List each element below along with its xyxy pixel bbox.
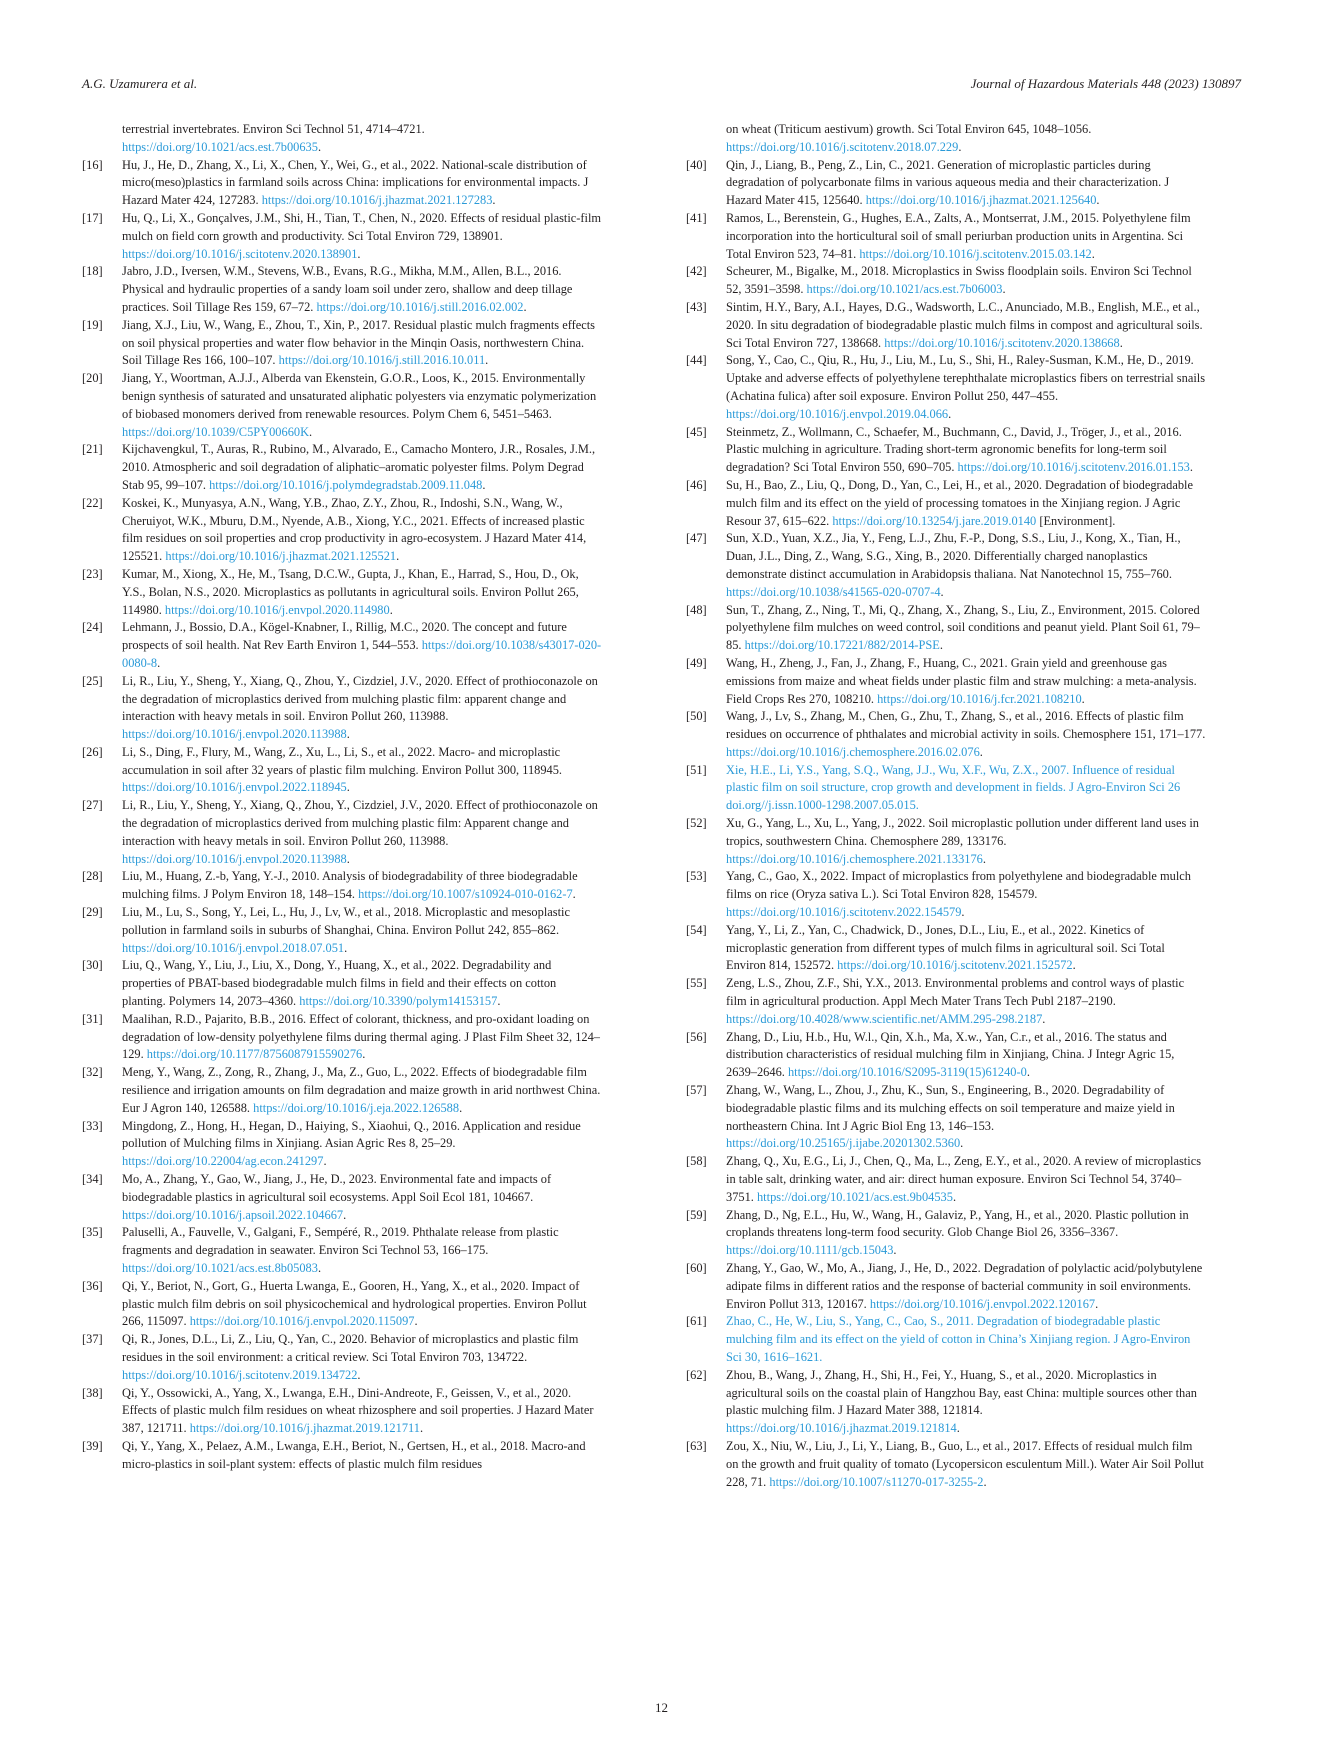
reference-entry: [82, 1118, 602, 1171]
reference-text: Hu, J., He, D., Zhang, X., Li, X., Chen, Y., Wei, G., et al., 2022. National-scale distribution of micro(meso)plastics in farmland soils across China: implications for environmental impacts. J Hazard Mater 424, 127283.: [122, 157, 589, 208]
reference-number: [20]: [82, 371, 103, 386]
reference-entry: [686, 530, 1206, 601]
reference-suffix: .: [939, 638, 943, 653]
reference-number: [35]: [82, 1225, 103, 1240]
reference-number: [53]: [686, 869, 707, 884]
doi-link[interactable]: https://doi.org/10.1039/C5PY00660K: [122, 424, 310, 439]
reference-text: Paluselli, A., Fauvelle, V., Galgani, F., Sempéré, R., 2019. Phthalate release from plastic fragments and degradation in seawater. Environ Sci Technol 53, 166–175.: [122, 1225, 559, 1258]
reference-text: Xie, H.E., Li, Y.S., Yang, S.Q., Wang, J.J., Wu, X.F., Wu, Z.X., 2007. Influence of residual plastic film on soil structure, crop growth and development in fields. J Agro-Environ Sci 26 doi.org//j.issn.1000-1298.2007.05.015.: [726, 762, 1181, 813]
doi-link[interactable]: https://doi.org/10.1007/s10924-010-0162-7: [358, 887, 573, 902]
reference-suffix: .: [157, 655, 161, 670]
doi-link[interactable]: https://doi.org/10.17221/882/2014-PSE: [744, 638, 940, 653]
reference-entry: [82, 121, 602, 157]
reference-entry: [686, 602, 1206, 655]
reference-entry: [686, 157, 1206, 210]
reference-suffix: [Environment].: [1036, 513, 1116, 528]
reference-suffix: .: [893, 1243, 897, 1258]
reference-suffix: .: [982, 851, 986, 866]
reference-entry: [82, 210, 602, 263]
doi-link[interactable]: https://doi.org/10.1016/j.jhazmat.2021.125521: [165, 549, 397, 564]
reference-entry: [82, 1224, 602, 1277]
reference-text: Mingdong, Z., Hong, H., Hegan, D., Haiying, S., Xiaohui, Q., 2016. Application and residue pollution of Mulching films in Xinjiang. Asian Agric Res 8, 25–29.: [122, 1118, 581, 1151]
page-number: 12: [655, 1700, 668, 1715]
reference-text: Lehmann, J., Bossio, D.A., Kögel-Knabner, I., Rillig, M.C., 2020. The concept and future prospects of soil health. Nat Rev Earth Environ 1, 544–553.: [122, 620, 567, 653]
reference-number: [33]: [82, 1118, 103, 1133]
reference-number: [25]: [82, 673, 103, 688]
reference-entry: [82, 157, 602, 210]
reference-suffix: .: [1042, 1011, 1046, 1026]
reference-number: [28]: [82, 869, 103, 884]
reference-text: Yang, C., Gao, X., 2022. Impact of microplastics from polyethylene and biodegradable mulch films on rice (Oryza sativa L.). Sci Total Environ 828, 154579.: [726, 869, 1192, 902]
reference-entry: [82, 904, 602, 957]
reference-number: [37]: [82, 1332, 103, 1347]
reference-text: Zhang, D., Liu, H.b., Hu, W.l., Qin, X.h., Ma, X.w., Yan, C.r., et al., 2016. The status and distribution characteristics of residual mulching film in Xinjiang, China. J Integr Agric 15, 2639–2646.: [726, 1029, 1175, 1080]
doi-link[interactable]: https://doi.org/10.1016/j.scitotenv.2019.134722: [122, 1367, 358, 1382]
reference-suffix: .: [1002, 282, 1006, 297]
doi-link[interactable]: https://doi.org/10.1016/j.scitotenv.2016.01.153: [957, 460, 1190, 475]
reference-text: Qi, R., Jones, D.L., Li, Z., Liu, Q., Yan, C., 2020. Behavior of microplastics and plastic film residues in the soil environment: a critical review. Sci Total Environ 703, 134722.: [122, 1332, 579, 1364]
doi-link[interactable]: https://doi.org/10.1016/j.scitotenv.2015.03.142: [859, 246, 1092, 261]
reference-suffix: .: [357, 1367, 361, 1382]
reference-number: [29]: [82, 905, 103, 920]
reference-suffix: .: [572, 887, 576, 902]
reference-suffix: .: [317, 1261, 322, 1275]
reference-entry: [82, 495, 602, 566]
doi-link[interactable]: https://doi.org/10.1016/j.envpol.2019.04.066: [726, 406, 949, 421]
reference-entry: [686, 477, 1206, 530]
reference-entry: [686, 299, 1206, 352]
running-head-authors: A.G. Uzamurera et al.: [82, 76, 198, 91]
doi-link[interactable]: https://doi.org/10.1038/s43017-020-0080-8: [122, 638, 602, 670]
reference-number: [38]: [82, 1385, 103, 1400]
reference-text: Ramos, L., Berenstein, G., Hughes, E.A., Zalts, A., Montserrat, J.M., 2015. Polyethylene film incorporation into the horticultural soil of small periurban production units in Argentina. Sci Total Environ 523, 74–81.: [726, 210, 1191, 261]
reference-number: [56]: [686, 1029, 707, 1044]
reference-suffix: .: [346, 851, 350, 866]
reference-text: Steinmetz, Z., Wollmann, C., Schaefer, M., Buchmann, C., David, J., Tröger, J., et al., 2016. Plastic mulching in agriculture. Trading short-term agronomic benefits for long-term soil degradation? Sci Total Environ 550, 690–705.: [726, 424, 1182, 475]
reference-suffix: .: [357, 246, 361, 261]
reference-suffix: .: [485, 353, 489, 368]
reference-entry: [686, 868, 1206, 921]
reference-suffix: .: [960, 1136, 964, 1151]
reference-text: Sintim, H.Y., Bary, A.I., Hayes, D.G., Wadsworth, L.C., Anunciado, M.B., English, M.E., et al., 2020. In situ degradation of biodegradable plastic mulch films in compost and agricultural soils. Sci Total Environ 727, 138668.: [726, 299, 1203, 350]
reference-entry: [686, 352, 1206, 423]
reference-entry: [82, 263, 602, 316]
reference-text: Jabro, J.D., Iversen, W.M., Stevens, W.B., Evans, R.G., Mikha, M.M., Allen, B.L., 2016. Physical and hydraulic properties of a sandy loam soil under zero, shallow and deep tillage practices. Soil Tillage Res 159, 67–72.: [122, 264, 573, 314]
reference-text: Kijchavengkul, T., Auras, R., Rubino, M., Alvarado, E., Camacho Montero, J.R., Rosales, J.M., 2010. Atmospheric and soil degradation of aliphatic–aromatic polyester films. Polym Degrad Stab 95, 99–107.: [122, 442, 596, 492]
reference-text: Wang, H., Zheng, J., Fan, J., Zhang, F., Huang, C., 2021. Grain yield and greenhouse gas emissions from maize and wheat fields under plastic film and straw mulching: a meta-analysis. Field Crops Res 270, 108210.: [726, 655, 1197, 706]
reference-text: Zeng, L.S., Zhou, Z.F., Shi, Y.X., 2013. Environmental problems and control ways of plastic film in agricultural production. Appl Mech Mater Trans Tech Publ 2187–2190.: [726, 976, 1185, 1009]
reference-text: Sun, X.D., Yuan, X.Z., Jia, Y., Feng, L.J., Zhu, F.-P., Dong, S.S., Liu, J., Kong, X., Tian, H., Duan, J.L., Ding, Z., Wang, S.G., Xing, B., 2020. Differentially charged nanoplastics demonstrate distinct accumulation in Arabidopsis thaliana. Nat Nanotechnol 15, 755–760.: [726, 531, 1181, 581]
reference-text: Zhou, B., Wang, J., Zhang, H., Shi, H., Fei, Y., Huang, S., et al., 2020. Microplastics in agricultural soils on the coastal plain of Hangzhou Bay, east China: multiple sources other than plastic mulching film. J Hazard Mater 388, 121814.: [726, 1367, 1197, 1418]
reference-entry: [82, 744, 602, 797]
reference-entry: [686, 708, 1206, 761]
reference-text: Wang, J., Lv, S., Zhang, M., Chen, G., Zhu, T., Zhang, S., et al., 2016. Effects of plastic film residues on occurrence of phthalates and microbial activity in soils. Chemosphere 151, 171–177.: [726, 709, 1206, 742]
reference-number: [26]: [82, 744, 103, 759]
reference-suffix: .: [323, 1154, 327, 1169]
doi-link[interactable]: https://doi.org/10.1016/S2095-3119(15)61240-0: [787, 1065, 1027, 1080]
reference-number: [50]: [686, 709, 707, 724]
doi-link[interactable]: https://doi.org/10.1016/j.envpol.2020.115097: [189, 1314, 415, 1329]
reference-entry: [686, 263, 1206, 299]
reference-entry[interactable]: [686, 762, 1206, 815]
reference-text: Li, R., Liu, Y., Sheng, Y., Xiang, Q., Zhou, Y., Cizdziel, J.V., 2020. Effect of prothioconazole on the degradation of microplastics derived from mulching plastic film: apparent change and interaction with heavy metals in soil. Environ Pollut 260, 113988.: [122, 673, 598, 724]
reference-suffix: .: [1072, 958, 1076, 973]
reference-number: [55]: [686, 976, 707, 991]
reference-suffix: .: [396, 549, 400, 564]
doi-link[interactable]: https://doi.org/10.3390/polym14153157: [299, 994, 498, 1009]
reference-entry: [82, 1171, 602, 1224]
reference-number: [48]: [686, 602, 707, 617]
reference-text: Jiang, Y., Woortman, A.J.J., Alberda van Ekenstein, G.O.R., Loos, K., 2015. Environmentally benign synthesis of saturated and unsaturated aliphatic polyesters via enzymatic polymerization of biobased monomers derived from renewable resources. Polym Chem 6, 5451–5463.: [122, 371, 597, 421]
doi-link[interactable]: https://doi.org/10.1016/j.polymdegradstab.2009.11.048: [209, 477, 483, 492]
reference-suffix: .: [1119, 335, 1123, 350]
reference-text: Meng, Y., Wang, Z., Zong, R., Zhang, J., Ma, Z., Guo, L., 2022. Effects of biodegradable film resilience and irrigation amounts on film degradation and maize growth in arid northwest China. Eur J Agron 140, 126588.: [122, 1065, 601, 1115]
doi-link[interactable]: https://doi.org/10.22004/ag.econ.241297: [122, 1154, 324, 1169]
reference-number: [19]: [82, 317, 103, 332]
reference-text: Li, R., Liu, Y., Sheng, Y., Xiang, Q., Zhou, Y., Cizdziel, J.V., 2020. Effect of prothioconazole on the degradation of microplastics derived from mulching plastic film: Apparent change and interaction with heavy metals in soil. Environ Pollut 260, 113988.: [122, 798, 598, 848]
reference-entry: [82, 1385, 602, 1438]
doi-link[interactable]: https://doi.org/10.1016/j.envpol.2018.07.051: [122, 940, 345, 955]
doi-link[interactable]: https://doi.org/10.1016/j.jhazmat.2021.125640: [865, 193, 1097, 208]
reference-number: [16]: [82, 157, 103, 172]
reference-text: Song, Y., Cao, C., Qiu, R., Hu, J., Liu, M., Lu, S., Shi, H., Raley-Susman, K.M., He, D., 2019. Uptake and adverse effects of polyethylene terephthalate microplastics fibers on terrestrial snails (Achatina fulica) after soil exposure. Environ Pollut 250, 447–455.: [726, 353, 1206, 403]
reference-number: [46]: [686, 477, 707, 492]
reference-suffix: .: [948, 406, 952, 421]
doi-link[interactable]: https://doi.org/10.13254/j.jare.2019.0140: [832, 513, 1037, 528]
doi-link[interactable]: https://doi.org/10.1016/j.apsoil.2022.104667: [122, 1207, 344, 1222]
doi-link[interactable]: https://doi.org/10.1016/j.scitotenv.2018.07.229: [726, 139, 959, 154]
reference-text: Zhang, Q., Xu, E.G., Li, J., Chen, Q., Ma, L., Zeng, E.Y., et al., 2020. A review of microplastics in table salt, drinking water, and air: direct human exposure. Environ Sci Technol 54, 3740–3751.: [726, 1154, 1202, 1204]
reference-number: [63]: [686, 1438, 707, 1453]
doi-link[interactable]: https://doi.org/10.1016/j.jhazmat.2019.121711: [189, 1421, 420, 1436]
reference-suffix: .: [983, 1474, 987, 1489]
reference-entry: [82, 441, 602, 494]
reference-suffix: .: [961, 905, 965, 920]
reference-number: [60]: [686, 1261, 707, 1275]
reference-number: [32]: [82, 1065, 103, 1080]
reference-text: Liu, M., Lu, S., Song, Y., Lei, L., Hu, J., Lv, W., et al., 2018. Microplastic and mesoplastic pollution in farmland soils in suburbs of Shanghai, China. Environ Pollut 242, 855–862.: [122, 905, 570, 937]
reference-suffix: .: [317, 139, 322, 154]
doi-link[interactable]: https://doi.org/10.1016/j.still.2016.02.002: [316, 299, 524, 314]
reference-number: [43]: [686, 299, 707, 314]
doi-link[interactable]: https://doi.org/10.1016/j.scitotenv.2020.138901: [122, 246, 358, 261]
doi-link[interactable]: https://doi.org/10.1016/j.chemosphere.2021.133176: [726, 851, 983, 866]
doi-link[interactable]: https://doi.org/10.1016/j.envpol.2022.120167: [869, 1296, 1096, 1311]
doi-link[interactable]: https://doi.org/10.1111/gcb.15043: [726, 1243, 894, 1258]
reference-text: Liu, Q., Wang, Y., Liu, J., Liu, X., Dong, Y., Huang, X., et al., 2022. Degradability and properties of PBAT-based biodegradable mulch films in field and their effects on cotton planting. Polymers 14, 2073–4360.: [122, 958, 557, 1009]
reference-entry: [82, 1064, 602, 1117]
reference-suffix: .: [523, 299, 527, 314]
doi-link[interactable]: https://doi.org/10.1021/acs.est.9b04535: [756, 1189, 953, 1204]
doi-link[interactable]: https://doi.org/10.1016/j.envpol.2020.114980: [164, 602, 390, 617]
reference-number: [18]: [82, 264, 103, 279]
reference-text: Liu, M., Huang, Z.-b, Yang, Y.-J., 2010. Analysis of biodegradability of three biodegradable mulching films. J Polym Environ 18, 148–154.: [122, 869, 578, 902]
doi-link[interactable]: https://doi.org/10.1021/acs.est.7b06003: [806, 282, 1003, 297]
doi-link[interactable]: https://doi.org/10.1021/acs.est.7b00635: [122, 139, 318, 154]
reference-text: Qi, Y., Yang, X., Pelaez, A.M., Lwanga, E.H., Beriot, N., Gertsen, H., et al., 2018. Macro-and micro-plastics in soil-plant system: effects of plastic mulch film residues: [122, 1438, 586, 1471]
doi-link[interactable]: https://doi.org/10.1016/j.envpol.2022.118945: [122, 780, 347, 795]
doi-link[interactable]: https://doi.org/10.1177/8756087915590276: [146, 1047, 363, 1062]
reference-entry: [686, 210, 1206, 263]
reference-number: [17]: [82, 210, 103, 225]
reference-entry: [82, 619, 602, 672]
reference-entry: [82, 317, 602, 370]
reference-number: [31]: [82, 1011, 103, 1026]
reference-text: Maalihan, R.D., Pajarito, B.B., 2016. Effect of colorant, thickness, and pro-oxidant loading on degradation of low-density polyethylene films during thermal aging. J Plast Film Sheet 32, 124–129.: [122, 1011, 601, 1062]
reference-suffix: .: [492, 193, 496, 208]
reference-suffix: .: [389, 602, 393, 617]
reference-number: [45]: [686, 424, 707, 439]
reference-text: Yang, Y., Li, Z., Yan, C., Chadwick, D., Jones, D.L., Liu, E., et al., 2022. Kinetics of microplastic generation from different types of mulch films in agricultural soil. Sci Total Environ 814, 152572.: [726, 922, 1165, 973]
reference-entry: [686, 922, 1206, 975]
reference-suffix: .: [346, 780, 350, 795]
reference-entry: [686, 1029, 1206, 1082]
reference-entry: [82, 1331, 602, 1384]
reference-number: [34]: [82, 1172, 103, 1187]
doi-link[interactable]: https://doi.org/10.1007/s11270-017-3255-2: [769, 1474, 984, 1489]
reference-text: Jiang, X.J., Liu, W., Wang, E., Zhou, T., Xin, P., 2017. Residual plastic mulch fragments effects on soil physical properties and water flow behavior in the Minqin Oasis, northwestern China. Soil Tillage Res 166, 100–107.: [122, 317, 595, 368]
reference-text: Su, H., Bao, Z., Liu, Q., Dong, D., Yan, C., Lei, H., et al., 2020. Degradation of biodegradable mulch film and its effect on the yield of processing tomatoes in the Xinjiang region. J Agric Resour 37, 615–622.: [726, 477, 1193, 528]
reference-suffix: .: [1081, 691, 1085, 706]
reference-suffix: .: [419, 1421, 424, 1436]
reference-number: [49]: [686, 655, 707, 670]
reference-entry: [82, 797, 602, 868]
reference-number: [62]: [686, 1367, 707, 1382]
reference-suffix: .: [1026, 1065, 1030, 1080]
reference-number: [41]: [686, 210, 707, 225]
reference-text: Qin, J., Liang, B., Peng, Z., Lin, C., 2021. Generation of microplastic particles during degradation of polycarbonate films in various aqueous media and their characterization. J Hazard Mater 415, 125640.: [726, 157, 1170, 208]
reference-suffix: .: [482, 477, 486, 492]
references-left-column: [82, 121, 602, 1474]
reference-entry: [82, 1438, 602, 1474]
reference-suffix: .: [459, 1100, 463, 1115]
reference-suffix: .: [958, 139, 962, 154]
reference-text: Sun, T., Zhang, Z., Ning, T., Mi, Q., Zhang, X., Zhang, S., Liu, Z., Environment, 2015. Colored polyethylene film mulches on weed control, soil conditions and peanut yield. Plant Soil 61, 79–85.: [726, 602, 1200, 653]
reference-number: [47]: [686, 531, 707, 546]
doi-link[interactable]: https://doi.org/10.1016/j.jhazmat.2021.127283: [261, 193, 493, 208]
reference-entry: [82, 566, 602, 619]
reference-entry: [686, 975, 1206, 1028]
reference-number: [40]: [686, 157, 707, 172]
reference-text: on wheat (Triticum aestivum) growth. Sci Total Environ 645, 1048–1056.: [726, 122, 1092, 136]
reference-number: [51]: [686, 762, 707, 777]
reference-number: [22]: [82, 495, 103, 510]
reference-text: Xu, G., Yang, L., Xu, L., Yang, J., 2022. Soil microplastic pollution under different land uses in tropics, southwestern China. Chemosphere 289, 133176.: [726, 816, 1199, 848]
doi-link[interactable]: https://doi.org/10.1016/j.eja.2022.126588: [253, 1100, 460, 1115]
reference-text: Zou, X., Niu, W., Liu, J., Li, Y., Liang, B., Guo, L., et al., 2017. Effects of residual mulch film on the growth and fruit quality of tomato (Lycopersicon esculentum Mill.). Water Air Soil Pollut 228, 71.: [726, 1438, 1204, 1489]
doi-link[interactable]: https://doi.org/10.1016/j.scitotenv.2022.154579: [726, 905, 962, 920]
reference-entry: [82, 868, 602, 904]
running-head-journal: Journal of Hazardous Materials 448 (2023) 130897: [970, 76, 1241, 91]
reference-entry: [686, 1082, 1206, 1153]
reference-number: [61]: [686, 1314, 707, 1329]
reference-entry: [82, 673, 602, 744]
reference-suffix: .: [309, 424, 313, 439]
reference-entry: [82, 1278, 602, 1331]
reference-suffix: .: [1095, 1296, 1099, 1311]
reference-text: Qi, Y., Ossowicki, A., Yang, X., Lwanga, E.H., Dini-Andreote, F., Geissen, V., et al., 2020. Effects of plastic mulch film residues on wheat rhizosphere and soil properties. J Hazard Mater 387, 121711.: [122, 1385, 594, 1436]
reference-entry: [686, 1367, 1206, 1438]
reference-text: Qi, Y., Beriot, N., Gort, G., Huerta Lwanga, E., Gooren, H., Yang, X., et al., 2020. Impact of plastic mulch film debris on soil physicochemical and hydrological properties. Environ Pollut 266, 115097.: [122, 1278, 587, 1329]
doi-link[interactable]: https://doi.org/10.1016/j.envpol.2020.113988: [122, 727, 347, 742]
reference-text: Li, S., Ding, F., Flury, M., Wang, Z., Xu, L., Li, S., et al., 2022. Macro- and microplastic accumulation in soil after 32 years of plastic film mulching. Environ Pollut 300, 118945.: [122, 744, 563, 777]
reference-number: [52]: [686, 816, 707, 831]
reference-number: [39]: [82, 1438, 103, 1453]
reference-suffix: .: [362, 1047, 366, 1062]
reference-text: Zhao, C., He, W., Liu, S., Yang, C., Cao, S., 2011. Degradation of biodegradable plastic mulching film and its effect on the yield of cotton in China’s Xinjiang region. J Agro-Environ Sci 30, 1616–1621.: [726, 1314, 1191, 1364]
reference-number: [24]: [82, 620, 103, 635]
reference-number: [27]: [82, 798, 103, 813]
doi-link[interactable]: https://doi.org/10.1016/j.scitotenv.2020.138668: [884, 335, 1120, 350]
reference-entry: [686, 121, 1206, 157]
reference-text: Mo, A., Zhang, Y., Gao, W., Jiang, J., He, D., 2023. Environmental fate and impacts of biodegradable plastics in agricultural soil ecosystems. Appl Soil Ecol 181, 104667.: [122, 1172, 552, 1204]
reference-entry: [686, 815, 1206, 868]
reference-suffix: .: [414, 1314, 418, 1329]
reference-suffix: .: [952, 1189, 957, 1204]
doi-link[interactable]: https://doi.org/10.1016/j.fcr.2021.108210: [877, 691, 1082, 706]
doi-link[interactable]: https://doi.org/10.1016/j.envpol.2020.113988: [122, 851, 347, 866]
reference-text: Hu, Q., Li, X., Gonçalves, J.M., Shi, H., Tian, T., Chen, N., 2020. Effects of residual plastic-film mulch on field corn growth and productivity. Sci Total Environ 729, 138901.: [122, 210, 602, 243]
doi-link[interactable]: https://doi.org/10.4028/www.scientific.net/AMM.295-298.2187: [726, 1011, 1043, 1026]
reference-suffix: .: [497, 994, 501, 1009]
doi-link[interactable]: https://doi.org/10.1016/j.jhazmat.2019.121814: [726, 1421, 957, 1436]
reference-entry: [686, 424, 1206, 477]
reference-text: terrestrial invertebrates. Environ Sci Technol 51, 4714–4721.: [122, 122, 425, 136]
doi-link[interactable]: https://doi.org/10.1021/acs.est.8b05083: [122, 1261, 318, 1275]
reference-number: [44]: [686, 353, 707, 368]
reference-number: [54]: [686, 922, 707, 937]
reference-entry: [686, 1260, 1206, 1313]
reference-number: [57]: [686, 1083, 707, 1098]
reference-number: [59]: [686, 1207, 707, 1222]
reference-suffix: .: [1091, 246, 1095, 261]
reference-suffix: .: [956, 1421, 960, 1436]
reference-entry: [82, 1011, 602, 1064]
reference-suffix: .: [979, 744, 983, 759]
doi-link[interactable]: https://doi.org/10.1016/j.chemosphere.2016.02.076: [726, 744, 980, 759]
references-right-column: [686, 121, 1206, 1491]
reference-suffix: .: [343, 1207, 347, 1222]
reference-number: [23]: [82, 566, 103, 581]
reference-suffix: .: [344, 940, 348, 955]
reference-number: [21]: [82, 442, 103, 457]
running-head: [82, 76, 1241, 96]
doi-link[interactable]: https://doi.org/10.25165/j.ijabe.20201302.5360: [726, 1136, 961, 1151]
reference-entry: [82, 957, 602, 1010]
reference-entry: [686, 1207, 1206, 1260]
reference-suffix: .: [1096, 193, 1100, 208]
reference-suffix: .: [346, 727, 350, 742]
reference-text: Zhang, D., Ng, E.L., Hu, W., Wang, H., Galaviz, P., Yang, H., et al., 2020. Plastic pollution in croplands threatens long-term food security. Glob Change Biol 26, 3356–3367.: [726, 1207, 1189, 1240]
reference-text: Scheurer, M., Bigalke, M., 2018. Microplastics in Swiss floodplain soils. Environ Sci Technol 52, 3591–3598.: [726, 264, 1192, 297]
doi-link[interactable]: https://doi.org/10.1038/s41565-020-0707-4: [726, 584, 941, 599]
reference-suffix: .: [1189, 460, 1193, 475]
reference-number: [36]: [82, 1278, 103, 1293]
reference-number: [42]: [686, 264, 707, 279]
reference-entry[interactable]: [686, 1313, 1206, 1366]
doi-link[interactable]: https://doi.org/10.1016/j.still.2016.10.011: [278, 353, 486, 368]
reference-text: Koskei, K., Munyasya, A.N., Wang, Y.B., Zhao, Z.Y., Zhou, R., Indoshi, S.N., Wang, W., Cheruiyot, W.K., Mburu, D.M., Nyende, A.B., Xiong, Y.C., 2021. Effects of increased plastic film residues on soil properties and crop productivity in agro-ecosystem. J Hazard Mater 414, 125521.: [122, 495, 587, 564]
reference-entry: [82, 370, 602, 441]
reference-entry: [686, 655, 1206, 708]
reference-number: [30]: [82, 958, 103, 973]
reference-text: Zhang, W., Wang, L., Zhou, J., Zhu, K., Sun, S., Engineering, B., 2020. Degradability of biodegradable plastic films and its mulching effects on soil temperature and maize yield in northeastern China. Int J Agric Biol Eng 13, 146–153.: [726, 1083, 1175, 1133]
reference-entry: [686, 1438, 1206, 1491]
reference-text: Zhang, Y., Gao, W., Mo, A., Jiang, J., He, D., 2022. Degradation of polylactic acid/polybutylene adipate films in different ratios and the response of bacterial community in soil environments. Environ Pollut 313, 120167.: [726, 1261, 1203, 1311]
doi-link[interactable]: https://doi.org/10.1016/j.scitotenv.2021.152572: [837, 958, 1073, 973]
reference-number: [58]: [686, 1154, 707, 1169]
reference-text: Kumar, M., Xiong, X., He, M., Tsang, D.C.W., Gupta, J., Khan, E., Harrad, S., Hou, D., Ok, Y.S., Bolan, N.S., 2020. Microplastics as pollutants in agricultural soils. Environ Pollut 265, 114980.: [122, 566, 579, 617]
reference-entry: [686, 1153, 1206, 1206]
reference-suffix: .: [940, 584, 944, 599]
